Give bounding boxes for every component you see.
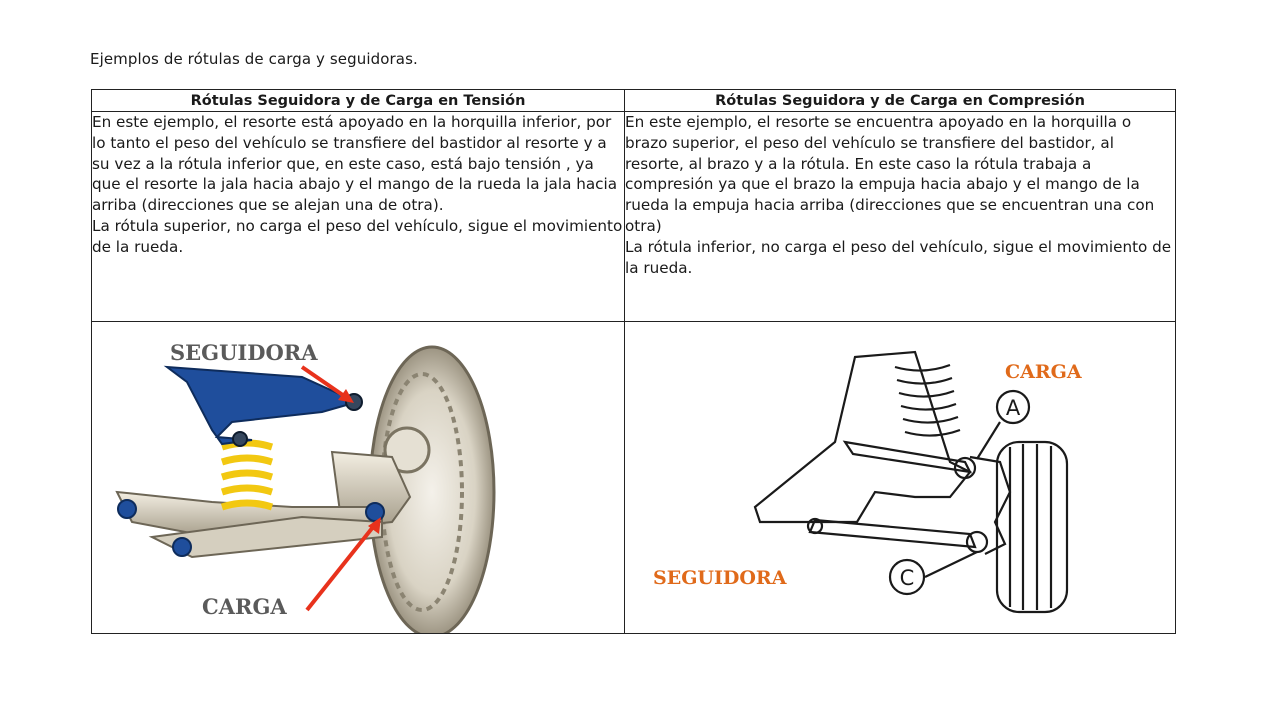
coil-spring-graphic (895, 365, 960, 436)
label-seguidora-tension: SEGUIDORA (170, 340, 318, 365)
compression-suspension-diagram (625, 322, 1176, 633)
tension-paragraph-1: En este ejemplo, el resorte está apoyado en la horquilla inferior, por lo tanto el peso del vehículo se transfiere del bastidor al resorte y a su vez a la rótula inferior que, en este caso, está bajo tensión , ya que el resorte la jala hacia abajo y el mango de la rueda la jala hacia arriba (direcciones que se alejan una de otra). (92, 113, 618, 215)
knuckle-graphic (970, 457, 1010, 554)
header-row (92, 90, 1176, 112)
compression-paragraph-1: En este ejemplo, el resorte se encuentra apoyado en la horquilla o brazo superior, el peso del vehículo se transfiere del bastidor, al resorte, al brazo y a la rótula. En este caso la rótula trabaja a compresión ya que el brazo la empuja hacia abajo y el mango de la rueda la empuja hacia arriba (direcciones que se encuentran una con otra) (625, 113, 1155, 235)
frame-bracket-graphic (755, 352, 970, 522)
marker-c-text: C (899, 566, 915, 590)
figure-cell-compression (625, 322, 1176, 634)
tire-graphic (997, 442, 1067, 612)
figure-cell-tension (92, 322, 625, 634)
marker-c-line (925, 552, 977, 577)
comparison-table (91, 89, 1176, 634)
header-tension: Rótulas Seguidora y de Carga en Tensión (92, 90, 625, 112)
upper-arm-graphic (167, 367, 362, 446)
marker-a-line (977, 422, 1000, 459)
tension-paragraph-2: La rótula superior, no carga el peso del vehículo, sigue el movimiento de la rueda. (92, 216, 623, 256)
label-carga-tension: CARGA (202, 594, 287, 619)
label-seguidora-compression: SEGUIDORA (653, 567, 787, 589)
label-carga-compression: CARGA (1005, 361, 1082, 383)
coil-spring-graphic (222, 443, 272, 507)
figure-row (92, 322, 1176, 634)
upper-arm-graphic (845, 442, 970, 472)
lower-arm-graphic (810, 520, 975, 547)
header-compression: Rótulas Seguidora y de Carga en Compresión (625, 90, 1176, 112)
text-cell-compression (625, 112, 1176, 322)
marker-a-text: A (1005, 396, 1021, 420)
compression-paragraph-2: La rótula inferior, no carga el peso del vehículo, sigue el movimiento de la rueda. (625, 237, 1172, 277)
lower-ball-joint (967, 532, 987, 552)
tension-suspension-illustration (92, 322, 625, 633)
intro-text: Ejemplos de rótulas de carga y seguidoras. (90, 50, 418, 68)
text-row (92, 112, 1176, 322)
text-cell-tension (92, 112, 625, 322)
